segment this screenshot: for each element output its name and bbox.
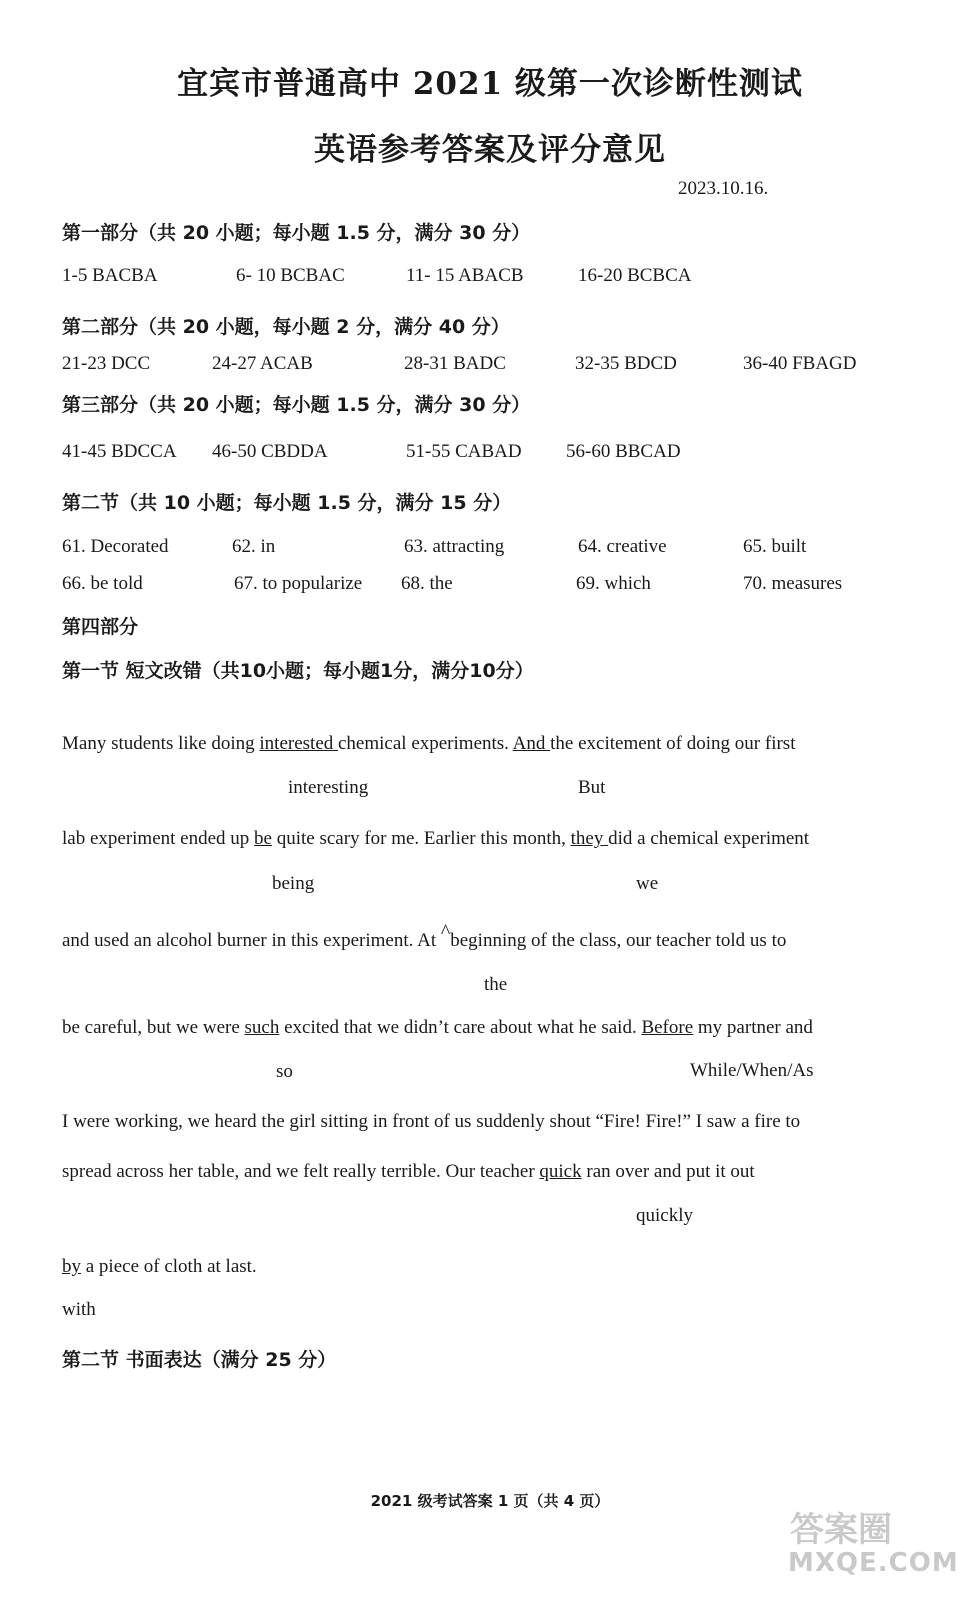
correction-word: quickly bbox=[636, 1205, 693, 1226]
error-word: interested bbox=[259, 733, 338, 754]
correction-word: the bbox=[484, 974, 508, 995]
watermark-url: MXQE.COM bbox=[788, 1548, 959, 1578]
correction-word: being bbox=[272, 873, 315, 894]
fill-answer: 70. measures bbox=[743, 573, 843, 594]
fill-answer: 63. attracting bbox=[404, 536, 505, 557]
fill-answer: 61. Decorated bbox=[62, 536, 169, 557]
passage-line: lab experiment ended up be quite scary for me. Earlier this month, they did a chemical experiment bbox=[62, 828, 810, 849]
correction-word: so bbox=[276, 1061, 293, 1082]
passage-line: Many students like doing interested chemical experiments. And the excitement of doing our first bbox=[62, 733, 796, 754]
passage-line: and used an alcohol burner in this experiment. At ^beginning of the class, our teacher told us to bbox=[62, 921, 787, 951]
fill-answer: 68. the bbox=[401, 573, 453, 594]
correction-word: While/When/As bbox=[690, 1060, 814, 1081]
fill-answer: 66. be told bbox=[62, 573, 143, 594]
fill-answer: 65. built bbox=[743, 536, 807, 557]
fill-answer: 64. creative bbox=[578, 536, 667, 557]
part1-heading: 第一部分（共 20 小题；每小题 1.5 分，满分 30 分） bbox=[62, 222, 531, 244]
section2-heading: 第二节（共 10 小题；每小题 1.5 分，满分 15 分） bbox=[62, 492, 512, 514]
page-subtitle: 英语参考答案及评分意见 bbox=[314, 132, 666, 168]
page-footer: 2021 级考试答案 1 页（共 4 页） bbox=[370, 1492, 610, 1510]
answer-group: 28-31 BADC bbox=[404, 353, 506, 374]
answer-group: 36-40 FBAGD bbox=[743, 353, 857, 374]
answer-group: 11- 15 ABACB bbox=[406, 265, 524, 286]
answer-group: 46-50 CBDDA bbox=[212, 441, 328, 462]
answer-group: 21-23 DCC bbox=[62, 353, 151, 374]
fill-answer: 67. to popularize bbox=[234, 573, 363, 594]
fill-answer: 69. which bbox=[576, 573, 651, 594]
error-word: they bbox=[570, 828, 609, 849]
answer-group: 6- 10 BCBAC bbox=[236, 265, 345, 286]
part4-heading: 第四部分 bbox=[62, 616, 139, 638]
date: 2023.10.16. bbox=[678, 178, 769, 199]
writing-heading: 第二节 书面表达（满分 25 分） bbox=[62, 1349, 337, 1371]
correction-word: with bbox=[62, 1299, 96, 1320]
fill-answer: 62. in bbox=[232, 536, 276, 557]
answer-group: 24-27 ACAB bbox=[212, 353, 313, 374]
caret-mark: ^ bbox=[440, 921, 451, 943]
error-correction-heading: 第一节 短文改错（共10小题；每小题1分，满分10分） bbox=[62, 660, 534, 682]
correction-word: But bbox=[578, 777, 606, 798]
page-title: 宜宾市普通高中 2021 级第一次诊断性测试 bbox=[177, 66, 803, 102]
watermark-logo: 答案圈 bbox=[790, 1510, 892, 1550]
answer-group: 16-20 BCBCA bbox=[578, 265, 692, 286]
error-word: quick bbox=[539, 1161, 582, 1182]
error-word: Before bbox=[641, 1017, 694, 1038]
passage-line: be careful, but we were such excited that we didn’t care about what he said. Before my partner and bbox=[62, 1017, 813, 1038]
answer-group: 1-5 BACBA bbox=[62, 265, 158, 286]
passage-line: by a piece of cloth at last. bbox=[62, 1256, 257, 1277]
part2-heading: 第二部分（共 20 小题，每小题 2 分，满分 40 分） bbox=[62, 316, 510, 338]
error-word: be bbox=[254, 828, 272, 849]
error-word: such bbox=[244, 1017, 280, 1038]
passage-line: spread across her table, and we felt really terrible. Our teacher quick ran over and put it out bbox=[62, 1161, 755, 1182]
answer-group: 56-60 BBCAD bbox=[566, 441, 681, 462]
correction-word: we bbox=[636, 873, 659, 894]
error-word: And bbox=[512, 733, 551, 754]
correction-word: interesting bbox=[288, 777, 369, 798]
part3-heading: 第三部分（共 20 小题；每小题 1.5 分，满分 30 分） bbox=[62, 394, 531, 416]
answer-group: 32-35 BDCD bbox=[575, 353, 677, 374]
answer-group: 41-45 BDCCA bbox=[62, 441, 177, 462]
answer-group: 51-55 CABAD bbox=[406, 441, 522, 462]
passage-line: I were working, we heard the girl sitting in front of us suddenly shout “Fire! Fire!” I saw a fire to bbox=[62, 1111, 801, 1132]
error-word: by bbox=[62, 1256, 81, 1277]
